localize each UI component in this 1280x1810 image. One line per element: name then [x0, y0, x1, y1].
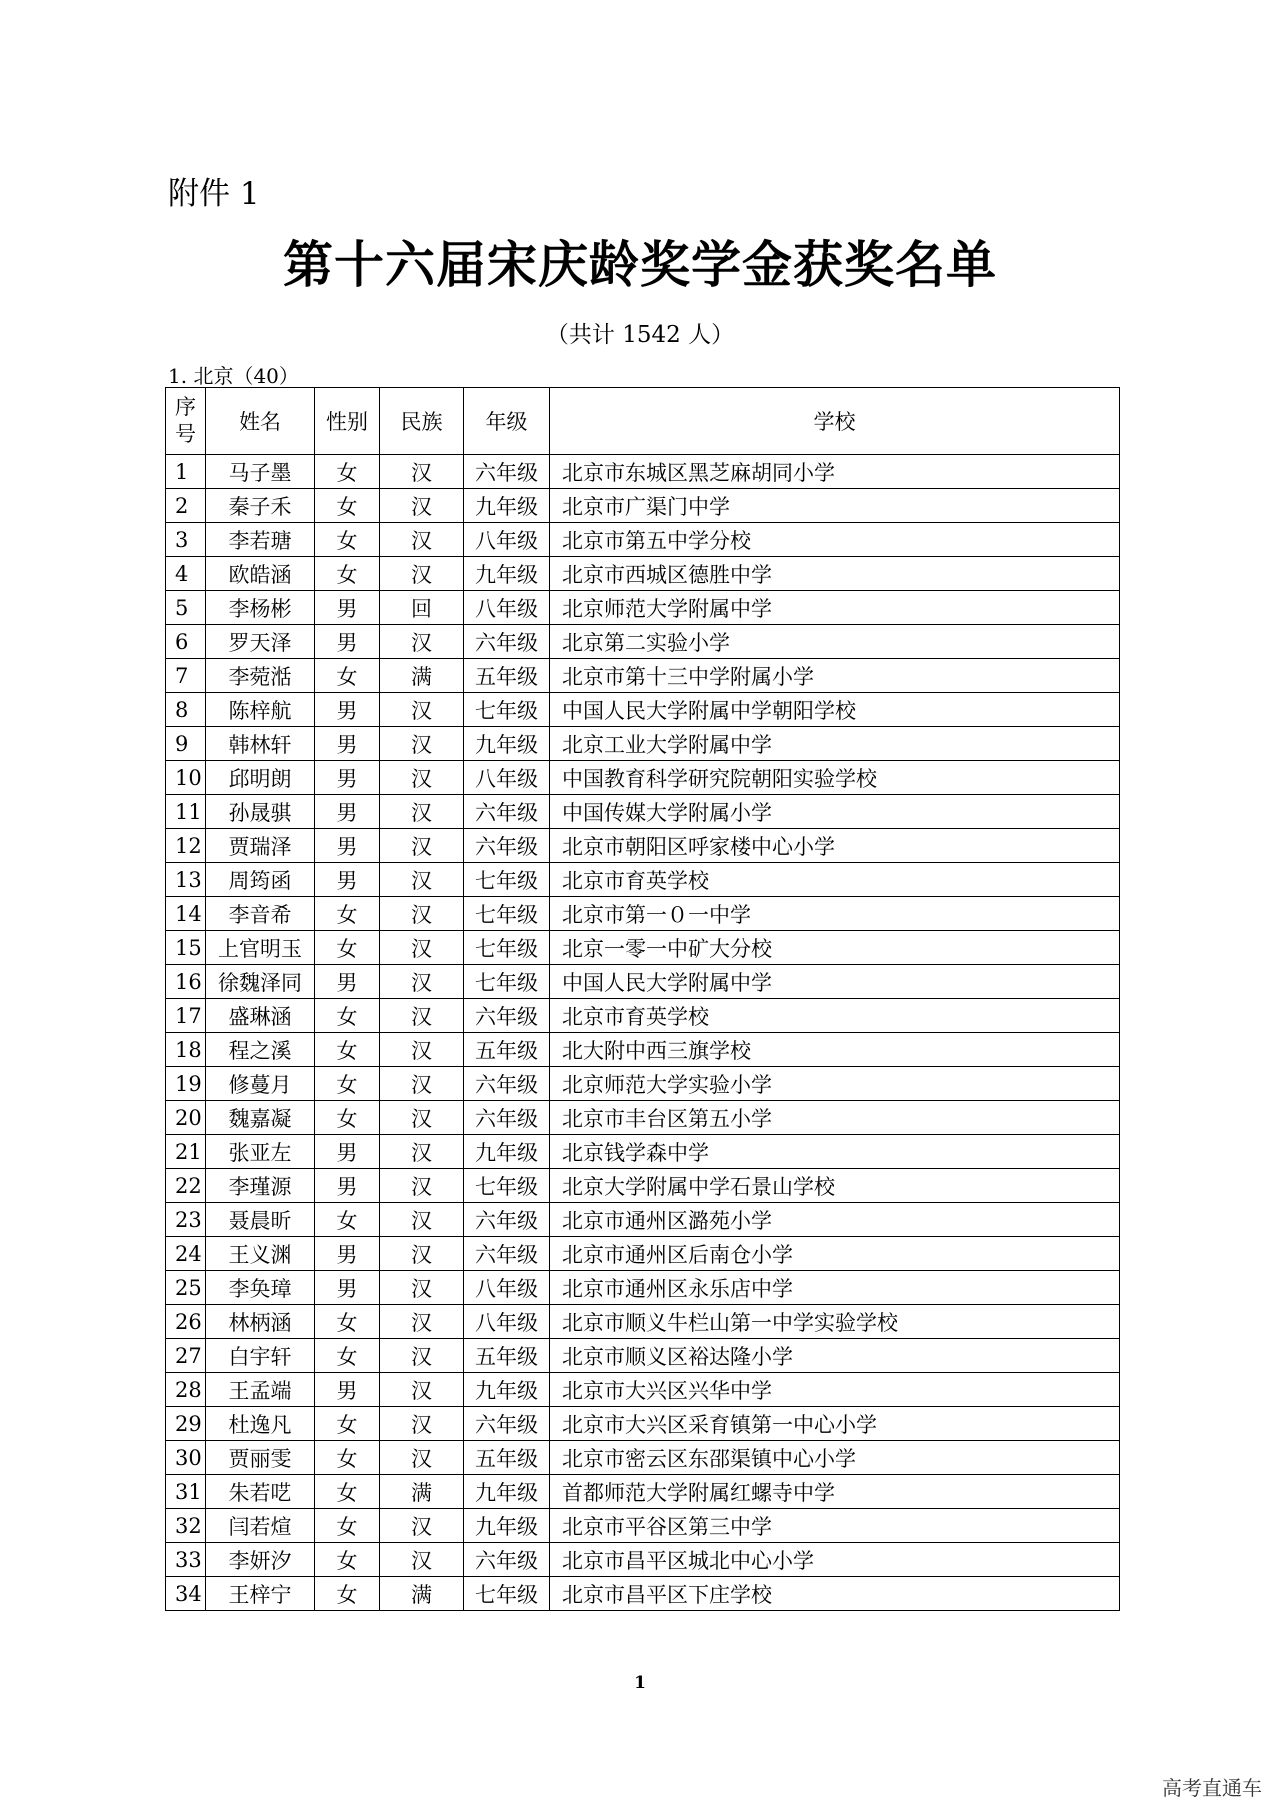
cell-school: 中国传媒大学附属小学: [550, 795, 1120, 829]
table-row: [166, 1169, 1120, 1203]
cell-ethnicity: 汉: [380, 1441, 464, 1475]
cell-grade: 六年级: [464, 999, 550, 1033]
cell-ethnicity: 汉: [380, 1067, 464, 1101]
cell-name: 韩林轩: [206, 727, 315, 761]
cell-seq: 8: [166, 693, 206, 727]
cell-name: 周筠函: [206, 863, 315, 897]
table-row: [166, 965, 1120, 999]
cell-ethnicity: 汉: [380, 1237, 464, 1271]
table-row: [166, 1475, 1120, 1509]
cell-seq: 23: [166, 1203, 206, 1237]
table-row: [166, 1407, 1120, 1441]
column-header-gender: 性别: [315, 388, 380, 455]
cell-gender: 男: [315, 693, 380, 727]
cell-seq: 33: [166, 1543, 206, 1577]
cell-name: 李音希: [206, 897, 315, 931]
cell-gender: 女: [315, 1339, 380, 1373]
cell-seq: 11: [166, 795, 206, 829]
cell-name: 李瑾源: [206, 1169, 315, 1203]
cell-school: 北京第二实验小学: [550, 625, 1120, 659]
cell-school: 北京一零一中矿大分校: [550, 931, 1120, 965]
cell-name: 罗天泽: [206, 625, 315, 659]
cell-gender: 女: [315, 1407, 380, 1441]
cell-seq: 28: [166, 1373, 206, 1407]
cell-seq: 29: [166, 1407, 206, 1441]
cell-name: 魏嘉凝: [206, 1101, 315, 1135]
cell-gender: 女: [315, 1101, 380, 1135]
cell-gender: 男: [315, 1169, 380, 1203]
table-row: [166, 1373, 1120, 1407]
cell-seq: 21: [166, 1135, 206, 1169]
column-header-grade: 年级: [464, 388, 550, 455]
cell-gender: 女: [315, 1509, 380, 1543]
cell-gender: 男: [315, 795, 380, 829]
cell-school: 北大附中西三旗学校: [550, 1033, 1120, 1067]
cell-gender: 女: [315, 1577, 380, 1611]
table-row: [166, 625, 1120, 659]
cell-seq: 14: [166, 897, 206, 931]
cell-gender: 女: [315, 1203, 380, 1237]
cell-school: 北京市顺义区裕达隆小学: [550, 1339, 1120, 1373]
cell-grade: 七年级: [464, 693, 550, 727]
cell-grade: 六年级: [464, 1543, 550, 1577]
cell-seq: 6: [166, 625, 206, 659]
cell-ethnicity: 汉: [380, 693, 464, 727]
cell-school: 北京市顺义牛栏山第一中学实验学校: [550, 1305, 1120, 1339]
cell-grade: 七年级: [464, 1169, 550, 1203]
cell-school: 北京师范大学附属中学: [550, 591, 1120, 625]
cell-name: 欧皓涵: [206, 557, 315, 591]
cell-school: 中国人民大学附属中学朝阳学校: [550, 693, 1120, 727]
cell-gender: 男: [315, 1271, 380, 1305]
cell-gender: 女: [315, 659, 380, 693]
total-count: （共计 1542 人）: [545, 322, 735, 348]
cell-school: 北京市第五中学分校: [550, 523, 1120, 557]
cell-name: 李菀湉: [206, 659, 315, 693]
table-row: [166, 1577, 1120, 1611]
table-row: [166, 999, 1120, 1033]
cell-ethnicity: 汉: [380, 1407, 464, 1441]
cell-ethnicity: 汉: [380, 1271, 464, 1305]
cell-seq: 34: [166, 1577, 206, 1611]
cell-seq: 10: [166, 761, 206, 795]
cell-grade: 五年级: [464, 1033, 550, 1067]
cell-ethnicity: 满: [380, 1475, 464, 1509]
cell-seq: 22: [166, 1169, 206, 1203]
cell-gender: 女: [315, 931, 380, 965]
cell-name: 马子墨: [206, 455, 315, 489]
cell-gender: 男: [315, 965, 380, 999]
cell-name: 秦子禾: [206, 489, 315, 523]
cell-grade: 八年级: [464, 591, 550, 625]
table-row: [166, 795, 1120, 829]
table-row: [166, 897, 1120, 931]
cell-school: 北京市东城区黑芝麻胡同小学: [550, 455, 1120, 489]
cell-ethnicity: 汉: [380, 625, 464, 659]
cell-seq: 15: [166, 931, 206, 965]
cell-ethnicity: 汉: [380, 863, 464, 897]
cell-gender: 男: [315, 863, 380, 897]
cell-ethnicity: 汉: [380, 557, 464, 591]
cell-gender: 女: [315, 557, 380, 591]
table-row: [166, 591, 1120, 625]
table-row: [166, 557, 1120, 591]
cell-ethnicity: 汉: [380, 761, 464, 795]
cell-gender: 女: [315, 523, 380, 557]
cell-ethnicity: 汉: [380, 1101, 464, 1135]
cell-seq: 25: [166, 1271, 206, 1305]
cell-seq: 24: [166, 1237, 206, 1271]
cell-gender: 女: [315, 489, 380, 523]
table-row: [166, 1441, 1120, 1475]
cell-school: 北京钱学森中学: [550, 1135, 1120, 1169]
page-title: 第十六届宋庆龄奖学金获奖名单: [283, 236, 997, 294]
cell-gender: 女: [315, 1305, 380, 1339]
cell-name: 李奂璋: [206, 1271, 315, 1305]
cell-school: 中国人民大学附属中学: [550, 965, 1120, 999]
cell-school: 北京大学附属中学石景山学校: [550, 1169, 1120, 1203]
watermark: 高考直通车: [1162, 1776, 1262, 1800]
cell-name: 李若瑭: [206, 523, 315, 557]
attachment-label: 附件 1: [168, 176, 260, 212]
table-row: [166, 659, 1120, 693]
cell-ethnicity: 汉: [380, 1509, 464, 1543]
cell-grade: 五年级: [464, 1339, 550, 1373]
column-header-seq: [166, 388, 206, 455]
cell-gender: 女: [315, 999, 380, 1033]
cell-ethnicity: 汉: [380, 1373, 464, 1407]
cell-school: 北京市广渠门中学: [550, 489, 1120, 523]
cell-seq: 1: [166, 455, 206, 489]
cell-name: 王义渊: [206, 1237, 315, 1271]
cell-school: 北京工业大学附属中学: [550, 727, 1120, 761]
cell-seq: 7: [166, 659, 206, 693]
cell-school: 北京市丰台区第五小学: [550, 1101, 1120, 1135]
cell-name: 李杨彬: [206, 591, 315, 625]
cell-grade: 六年级: [464, 1237, 550, 1271]
column-header-school: 学校: [550, 388, 1120, 455]
table-row: [166, 863, 1120, 897]
cell-school: 北京市大兴区兴华中学: [550, 1373, 1120, 1407]
cell-ethnicity: 汉: [380, 1543, 464, 1577]
cell-grade: 七年级: [464, 1577, 550, 1611]
cell-name: 张亚左: [206, 1135, 315, 1169]
cell-seq: 2: [166, 489, 206, 523]
cell-ethnicity: 汉: [380, 727, 464, 761]
cell-school: 北京市育英学校: [550, 863, 1120, 897]
cell-school: 北京市第一０一中学: [550, 897, 1120, 931]
table-row: [166, 523, 1120, 557]
table-row: [166, 761, 1120, 795]
cell-gender: 男: [315, 625, 380, 659]
cell-gender: 女: [315, 455, 380, 489]
cell-grade: 六年级: [464, 1067, 550, 1101]
cell-gender: 男: [315, 1135, 380, 1169]
cell-name: 聂晨昕: [206, 1203, 315, 1237]
cell-name: 邱明朗: [206, 761, 315, 795]
table-row: [166, 1135, 1120, 1169]
table-row: [166, 489, 1120, 523]
cell-seq: 3: [166, 523, 206, 557]
cell-grade: 八年级: [464, 523, 550, 557]
cell-ethnicity: 汉: [380, 1135, 464, 1169]
cell-name: 王孟端: [206, 1373, 315, 1407]
cell-school: 中国教育科学研究院朝阳实验学校: [550, 761, 1120, 795]
cell-name: 徐魏泽同: [206, 965, 315, 999]
cell-grade: 七年级: [464, 863, 550, 897]
cell-name: 程之溪: [206, 1033, 315, 1067]
cell-ethnicity: 满: [380, 1577, 464, 1611]
cell-grade: 九年级: [464, 1475, 550, 1509]
cell-school: 北京市第十三中学附属小学: [550, 659, 1120, 693]
cell-school: 北京市密云区东邵渠镇中心小学: [550, 1441, 1120, 1475]
column-header-name: 姓名: [206, 388, 315, 455]
cell-seq: 5: [166, 591, 206, 625]
page-number: 1: [634, 1673, 646, 1693]
cell-grade: 六年级: [464, 455, 550, 489]
cell-grade: 七年级: [464, 931, 550, 965]
cell-school: 北京师范大学实验小学: [550, 1067, 1120, 1101]
table-row: [166, 455, 1120, 489]
cell-ethnicity: 汉: [380, 1033, 464, 1067]
cell-gender: 男: [315, 829, 380, 863]
cell-school: 北京市大兴区采育镇第一中心小学: [550, 1407, 1120, 1441]
cell-ethnicity: 汉: [380, 829, 464, 863]
cell-grade: 六年级: [464, 1203, 550, 1237]
cell-grade: 九年级: [464, 727, 550, 761]
cell-grade: 五年级: [464, 1441, 550, 1475]
cell-name: 上官明玉: [206, 931, 315, 965]
column-header-seq-label: 序 号: [175, 395, 196, 446]
cell-ethnicity: 汉: [380, 965, 464, 999]
cell-gender: 女: [315, 1475, 380, 1509]
cell-seq: 27: [166, 1339, 206, 1373]
table-row: [166, 1101, 1120, 1135]
cell-name: 杜逸凡: [206, 1407, 315, 1441]
cell-grade: 六年级: [464, 829, 550, 863]
cell-grade: 六年级: [464, 1101, 550, 1135]
cell-grade: 九年级: [464, 489, 550, 523]
cell-school: 首都师范大学附属红螺寺中学: [550, 1475, 1120, 1509]
cell-seq: 19: [166, 1067, 206, 1101]
cell-seq: 16: [166, 965, 206, 999]
cell-grade: 六年级: [464, 1407, 550, 1441]
cell-grade: 九年级: [464, 1373, 550, 1407]
cell-seq: 32: [166, 1509, 206, 1543]
table-header-row: [166, 388, 1120, 455]
cell-ethnicity: 满: [380, 659, 464, 693]
cell-gender: 男: [315, 591, 380, 625]
cell-grade: 八年级: [464, 761, 550, 795]
cell-ethnicity: 汉: [380, 931, 464, 965]
table-row: [166, 931, 1120, 965]
cell-grade: 九年级: [464, 1135, 550, 1169]
table-row: [166, 693, 1120, 727]
cell-gender: 男: [315, 761, 380, 795]
cell-name: 盛琳涵: [206, 999, 315, 1033]
cell-gender: 女: [315, 1067, 380, 1101]
cell-ethnicity: 汉: [380, 1169, 464, 1203]
table-row: [166, 1067, 1120, 1101]
table-row: [166, 1339, 1120, 1373]
cell-seq: 26: [166, 1305, 206, 1339]
cell-ethnicity: 汉: [380, 1339, 464, 1373]
cell-seq: 17: [166, 999, 206, 1033]
cell-seq: 13: [166, 863, 206, 897]
cell-ethnicity: 汉: [380, 489, 464, 523]
cell-name: 贾丽雯: [206, 1441, 315, 1475]
cell-name: 朱若呓: [206, 1475, 315, 1509]
table-row: [166, 1203, 1120, 1237]
cell-ethnicity: 汉: [380, 999, 464, 1033]
cell-grade: 七年级: [464, 965, 550, 999]
cell-seq: 18: [166, 1033, 206, 1067]
column-header-ethnicity: 民族: [380, 388, 464, 455]
cell-school: 北京市昌平区城北中心小学: [550, 1543, 1120, 1577]
table-row: [166, 829, 1120, 863]
cell-ethnicity: 汉: [380, 1203, 464, 1237]
cell-grade: 九年级: [464, 557, 550, 591]
cell-gender: 女: [315, 897, 380, 931]
cell-seq: 4: [166, 557, 206, 591]
cell-school: 北京市昌平区下庄学校: [550, 1577, 1120, 1611]
cell-name: 白宇轩: [206, 1339, 315, 1373]
table-row: [166, 1033, 1120, 1067]
cell-grade: 八年级: [464, 1305, 550, 1339]
cell-grade: 九年级: [464, 1509, 550, 1543]
cell-seq: 12: [166, 829, 206, 863]
cell-ethnicity: 汉: [380, 1305, 464, 1339]
table-row: [166, 1271, 1120, 1305]
cell-gender: 男: [315, 1373, 380, 1407]
cell-name: 闫若煊: [206, 1509, 315, 1543]
cell-seq: 30: [166, 1441, 206, 1475]
cell-gender: 男: [315, 1237, 380, 1271]
table-row: [166, 1543, 1120, 1577]
cell-gender: 女: [315, 1033, 380, 1067]
winners-table: [165, 387, 1120, 1611]
cell-seq: 9: [166, 727, 206, 761]
cell-seq: 31: [166, 1475, 206, 1509]
cell-ethnicity: 回: [380, 591, 464, 625]
cell-school: 北京市朝阳区呼家楼中心小学: [550, 829, 1120, 863]
cell-school: 北京市育英学校: [550, 999, 1120, 1033]
cell-gender: 女: [315, 1543, 380, 1577]
table-row: [166, 727, 1120, 761]
table-row: [166, 1305, 1120, 1339]
cell-name: 王梓宁: [206, 1577, 315, 1611]
cell-grade: 六年级: [464, 795, 550, 829]
table-row: [166, 1237, 1120, 1271]
cell-ethnicity: 汉: [380, 455, 464, 489]
cell-grade: 七年级: [464, 897, 550, 931]
region-heading: 1. 北京（40）: [168, 364, 299, 388]
cell-grade: 五年级: [464, 659, 550, 693]
cell-school: 北京市通州区后南仓小学: [550, 1237, 1120, 1271]
cell-grade: 六年级: [464, 625, 550, 659]
cell-name: 孙晟骐: [206, 795, 315, 829]
cell-name: 贾瑞泽: [206, 829, 315, 863]
cell-gender: 女: [315, 1441, 380, 1475]
cell-ethnicity: 汉: [380, 523, 464, 557]
cell-name: 修蔓月: [206, 1067, 315, 1101]
cell-gender: 男: [315, 727, 380, 761]
cell-school: 北京市通州区永乐店中学: [550, 1271, 1120, 1305]
cell-ethnicity: 汉: [380, 795, 464, 829]
cell-name: 林柄涵: [206, 1305, 315, 1339]
table-row: [166, 1509, 1120, 1543]
cell-name: 李妍汐: [206, 1543, 315, 1577]
cell-seq: 20: [166, 1101, 206, 1135]
cell-grade: 八年级: [464, 1271, 550, 1305]
cell-school: 北京市平谷区第三中学: [550, 1509, 1120, 1543]
cell-school: 北京市西城区德胜中学: [550, 557, 1120, 591]
cell-name: 陈梓航: [206, 693, 315, 727]
cell-ethnicity: 汉: [380, 897, 464, 931]
cell-school: 北京市通州区潞苑小学: [550, 1203, 1120, 1237]
